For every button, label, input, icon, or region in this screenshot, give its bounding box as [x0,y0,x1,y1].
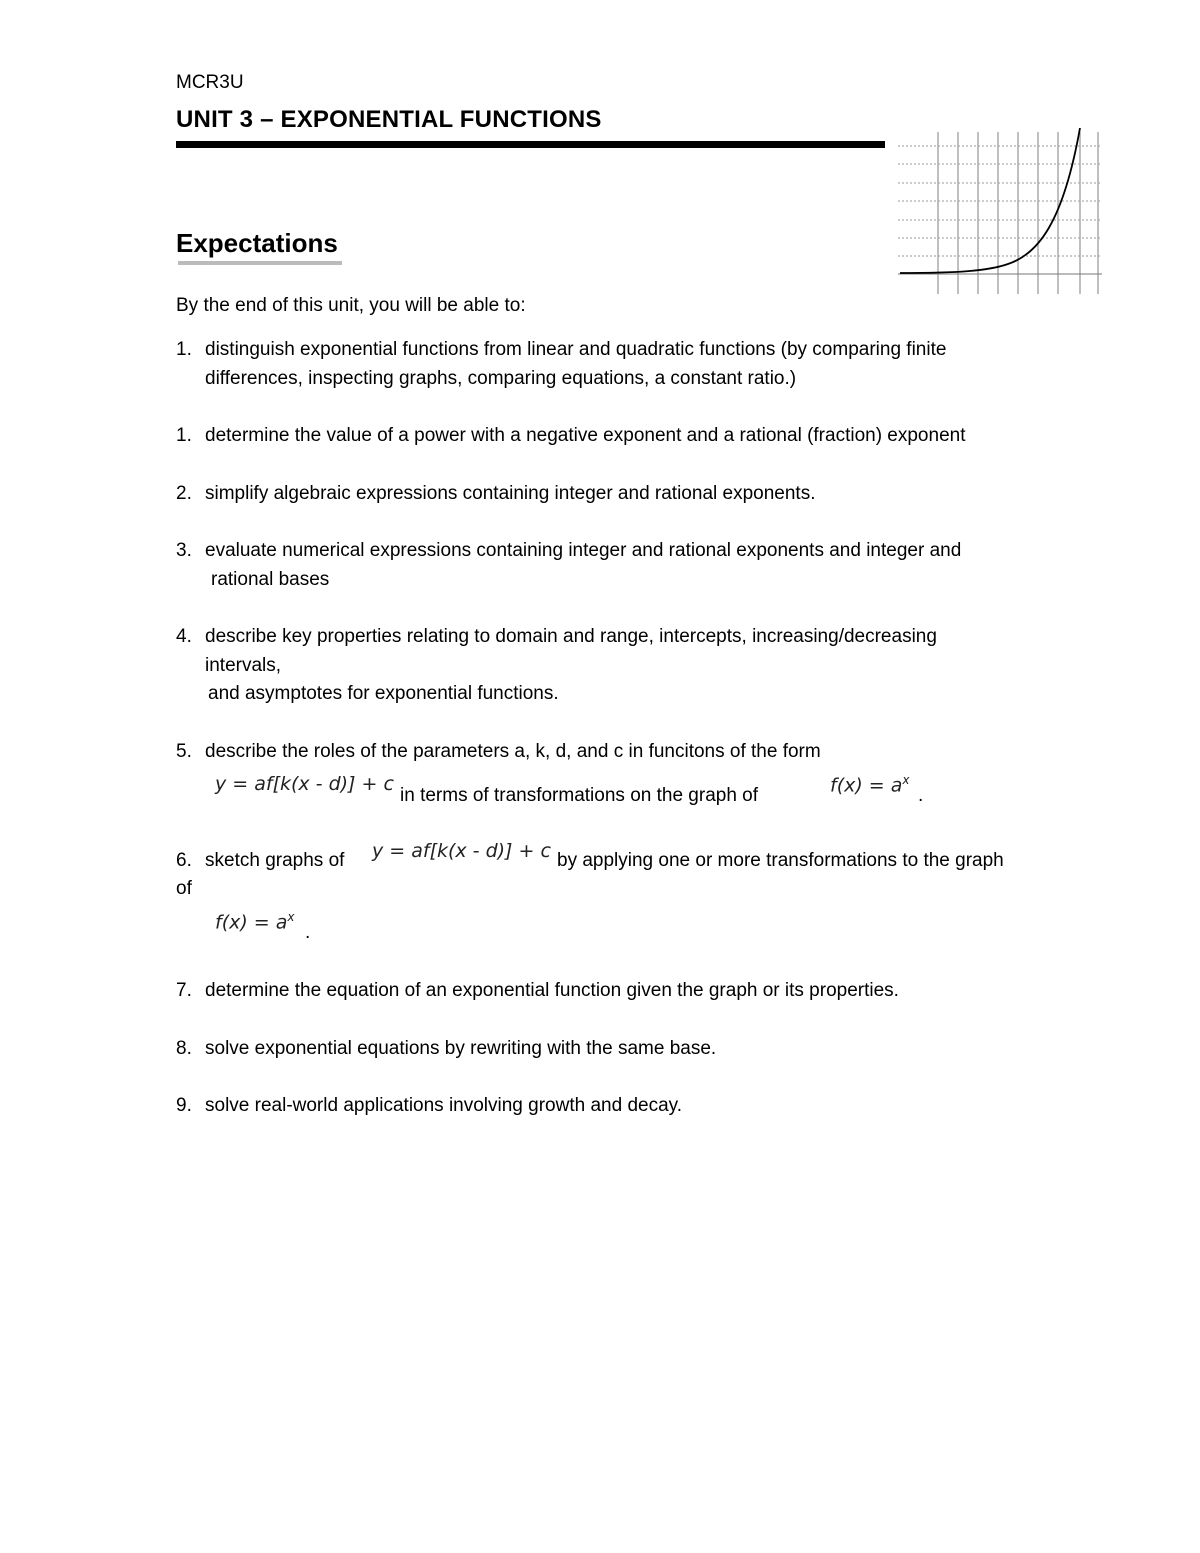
item-number: 2. [176,483,192,504]
list-item-text: by applying one or more transformations to the graph [557,850,1004,871]
list-item-text: determine the value of a power with a negative exponent and a rational (fraction) exponent [205,425,966,446]
list-item-text: solve exponential equations by rewriting with the same base. [205,1038,717,1059]
list-item-text: simplify algebraic expressions containing integer and rational exponents. [205,483,816,504]
list-item-text: . [305,922,311,943]
course-code: MCR3U [176,72,244,93]
item-number: 1. [176,339,192,360]
list-item-text: determine the equation of an exponential function given the graph or its properties. [205,980,899,1001]
list-item-text: . [918,785,924,806]
section-heading: Expectations [176,228,338,258]
list-item-text: differences, inspecting graphs, comparing equations, a constant ratio.) [205,368,797,389]
list-item-text: of [176,878,192,899]
list-item-text: solve real-world applications involving growth and decay. [205,1095,683,1116]
list-item-text: rational bases [211,569,330,590]
item-number: 9. [176,1095,192,1116]
formula-base: $f(x) = a^x$ [215,910,295,934]
intro-text: By the end of this unit, you will be able to: [176,295,526,316]
title-rule [176,141,885,148]
item-number: 4. [176,626,192,647]
item-number: 1. [176,425,192,446]
exponential-graph-icon [898,128,1102,294]
unit-title: UNIT 3 – EXPONENTIAL FUNCTIONS [176,106,602,133]
item-number: 6. [176,850,192,871]
item-number: 3. [176,540,192,561]
list-item-text: describe the roles of the parameters a, k, d, and c in funcitons of the form [205,741,821,762]
list-item-text: distinguish exponential functions from linear and quadratic functions (by comparing finite [205,339,947,360]
list-item-text: evaluate numerical expressions containing integer and rational exponents and integer and [205,540,962,561]
list-item-text: in terms of transformations on the graph of [400,785,759,806]
list-item-text: intervals, [205,655,282,676]
heading-underline [178,261,342,265]
formula-base: $f(x) = a^x$ [830,773,910,797]
list-item-text: describe key properties relating to domain and range, intercepts, increasing/decreasing [205,626,937,647]
formula-transformed: y = af[k(x - d)] + c [215,773,394,795]
item-number: 7. [176,980,192,1001]
list-item-text: sketch graphs of [205,850,345,871]
graph-grid [898,146,1102,256]
list-item-text: and asymptotes for exponential functions. [208,683,559,704]
item-number: 5. [176,741,192,762]
formula-transformed: y = af[k(x - d)] + c [372,840,551,862]
item-number: 8. [176,1038,192,1059]
